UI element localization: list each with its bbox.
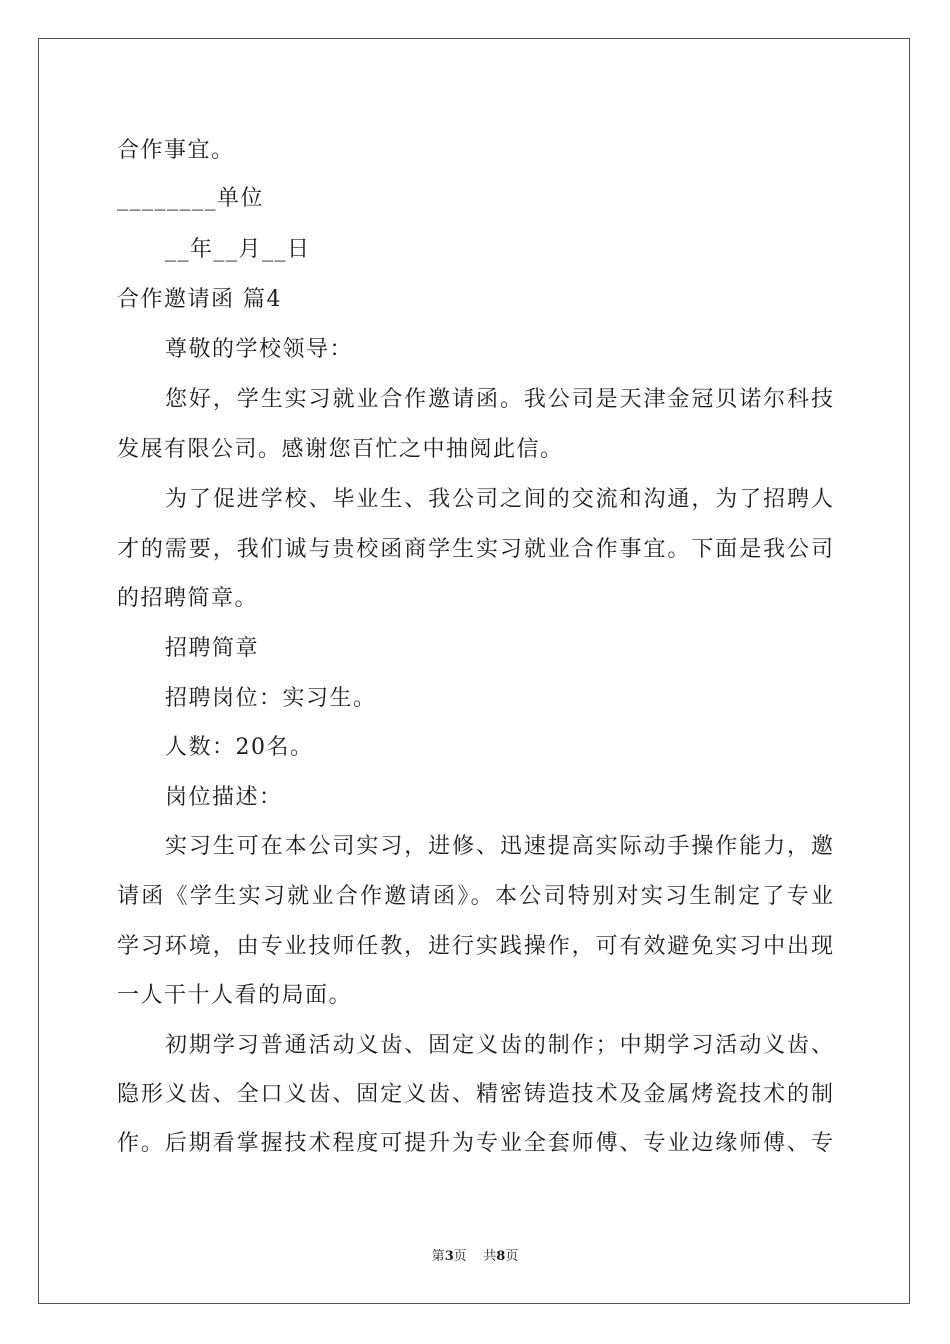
text-line: ________单位 [117,186,265,211]
text-line: 人数：20名。 [165,735,314,760]
text-line: 为了促进学校、毕业生、我公司之间的交流和沟通，为了招聘人 [165,487,833,512]
page-border [38,38,910,1304]
text-line: 合作事宜。 [117,138,235,163]
text-line: __年__月__日 [165,237,311,262]
salutation: 尊敬的学校领导： [165,337,354,362]
text-line: 隐形义齿、全口义齿、固定义齿、精密铸造技术及金属烤瓷技术的制 [117,1082,833,1107]
page-prefix: 第 [431,1249,445,1264]
subheading: 招聘简章 [165,636,260,661]
text-line: 作。后期看掌握技术程度可提升为专业全套师傅、专业边缘师傅、专 [117,1131,833,1156]
text-line: 一人干十人看的局面。 [117,983,353,1008]
page-footer [0,1249,950,1265]
text-line: 岗位描述： [165,785,283,810]
text-line: 初期学习普通活动义齿、固定义齿的制作；中期学习活动义齿、 [165,1033,833,1058]
text-line: 发展有限公司。感谢您百忙之中抽阅此信。 [117,437,564,462]
text-line: 实习生可在本公司实习，进修、迅速提高实际动手操作能力，邀 [165,834,833,859]
text-line: 学习环境，由专业技师任教，进行实践操作，可有效避免实习中出现 [117,934,833,959]
page-mid: 页 共 [453,1249,497,1264]
text-line: 才的需要，我们诚与贵校函商学生实习就业合作事宜。下面是我公司 [117,537,833,562]
text-line: 您好，学生实习就业合作邀请函。我公司是天津金冠贝诺尔科技 [165,387,833,412]
total-page-number: 8 [496,1249,506,1264]
text-line: 招聘岗位：实习生。 [165,686,377,711]
page-suffix: 页 [505,1249,519,1264]
section-heading: 合作邀请函 篇4 [117,287,282,312]
text-line: 请函《学生实习就业合作邀请函》。本公司特别对实习生制定了专业 [117,884,833,909]
current-page-number: 3 [444,1249,454,1264]
text-line: 的招聘简章。 [117,586,259,611]
